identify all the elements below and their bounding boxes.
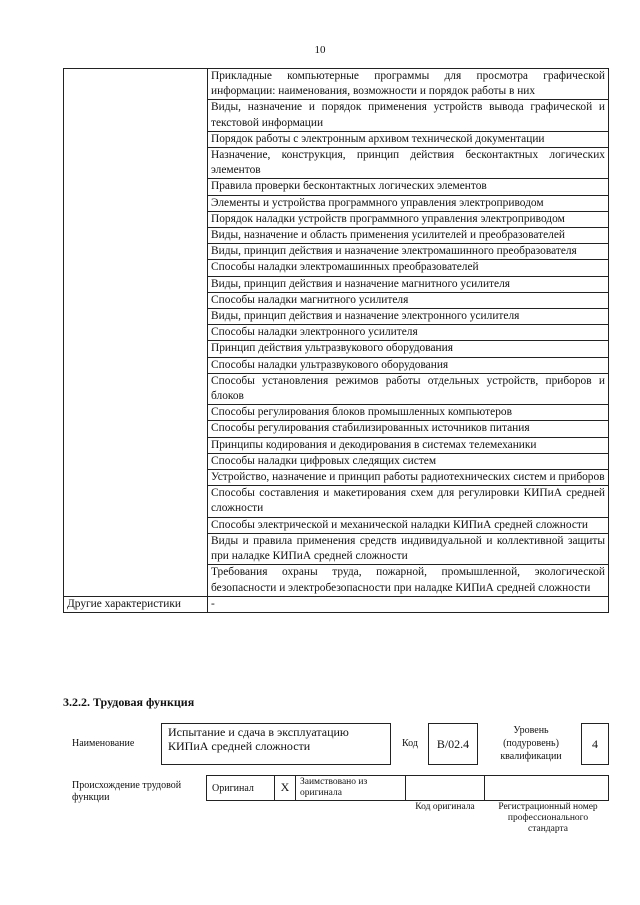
knowledge-item: Способы регулирования блоков промышленных компьютеров	[208, 405, 609, 421]
knowledge-item: Способы наладки электронного усилителя	[208, 325, 609, 341]
function-name: Испытание и сдача в эксплуатацию КИПиА средней сложности	[168, 725, 349, 753]
origin-label: Происхождение трудовой функции	[72, 780, 182, 803]
knowledge-item: Способы установления режимов работы отдельных устройств, приборов и блоков	[208, 373, 609, 404]
level-label: Уровень (подуровень) квалификации	[500, 725, 562, 762]
knowledge-item: Способы составления и макетирования схем для регулировки КИПиА средней сложности	[208, 486, 609, 517]
knowledge-item: Виды и правила применения средств индивидуальной и коллективной защиты при наладке КИПиА средней сложности	[208, 533, 609, 564]
knowledge-item: Способы наладки ультразвукового оборудования	[208, 357, 609, 373]
knowledge-item: Виды, принцип действия и назначение электронного усилителя	[208, 309, 609, 325]
original-mark: X	[280, 780, 290, 794]
code-original-caption: Код оригинала	[415, 802, 475, 812]
knowledge-item: Порядок работы с электронным архивом технической документации	[208, 131, 609, 147]
knowledge-item: Способы наладки цифровых следящих систем	[208, 453, 609, 469]
knowledge-item: Виды, назначение и область применения усилителей и преобразователей	[208, 228, 609, 244]
knowledge-item: Способы электрической и механической наладки КИПиА средней сложности	[208, 517, 609, 533]
knowledge-item: Способы наладки магнитного усилителя	[208, 292, 609, 308]
knowledge-item: Способы регулирования стабилизированных источников питания	[208, 421, 609, 437]
knowledge-item: Назначение, конструкция, принцип действия бесконтактных логических элементов	[208, 148, 609, 179]
knowledge-item: Устройство, назначение и принцип работы радиотехнических систем и приборов	[208, 470, 609, 486]
knowledge-table	[63, 68, 609, 613]
section-title: 3.2.2. Трудовая функция	[63, 695, 195, 709]
origin-code-cell	[405, 775, 485, 801]
knowledge-label-cell	[64, 69, 208, 597]
knowledge-item: Элементы и устройства программного управления электроприводом	[208, 195, 609, 211]
code-value: B/02.4	[436, 737, 470, 751]
knowledge-item: Порядок наладки устройств программного управления электроприводом	[208, 211, 609, 227]
borrowed-label: Заимствовано из оригинала	[300, 777, 368, 798]
original-label: Оригинал	[212, 783, 254, 794]
knowledge-row	[64, 69, 609, 100]
other-characteristics-value: -	[208, 596, 609, 612]
name-label: Наименование	[72, 738, 135, 749]
knowledge-item: Правила проверки бесконтактных логических элементов	[208, 179, 609, 195]
other-characteristics-row	[64, 596, 609, 612]
level-value: 4	[592, 737, 598, 751]
other-characteristics-label: Другие характеристики	[64, 596, 208, 612]
knowledge-item: Требования охраны труда, пожарной, промышленной, экологической безопасности и электробезопасности при наладке КИПиА средней сложности	[208, 565, 609, 596]
page-number: 10	[314, 44, 326, 56]
knowledge-item: Принципы кодирования и декодирования в системах телемеханики	[208, 437, 609, 453]
reg-number-caption: Регистрационный номер профессионального стандарта	[498, 802, 598, 834]
knowledge-item: Способы наладки электромашинных преобразователей	[208, 260, 609, 276]
knowledge-item: Виды, назначение и порядок применения устройств вывода графической и текстовой информации	[208, 100, 609, 131]
knowledge-item: Виды, принцип действия и назначение магнитного усилителя	[208, 276, 609, 292]
knowledge-item: Виды, принцип действия и назначение электромашинного преобразователя	[208, 244, 609, 260]
knowledge-item: Принцип действия ультразвукового оборудования	[208, 341, 609, 357]
knowledge-item: Прикладные компьютерные программы для просмотра графической информации: наименования, возможности и порядок работы в них	[208, 69, 609, 100]
code-label: Код	[402, 738, 418, 749]
